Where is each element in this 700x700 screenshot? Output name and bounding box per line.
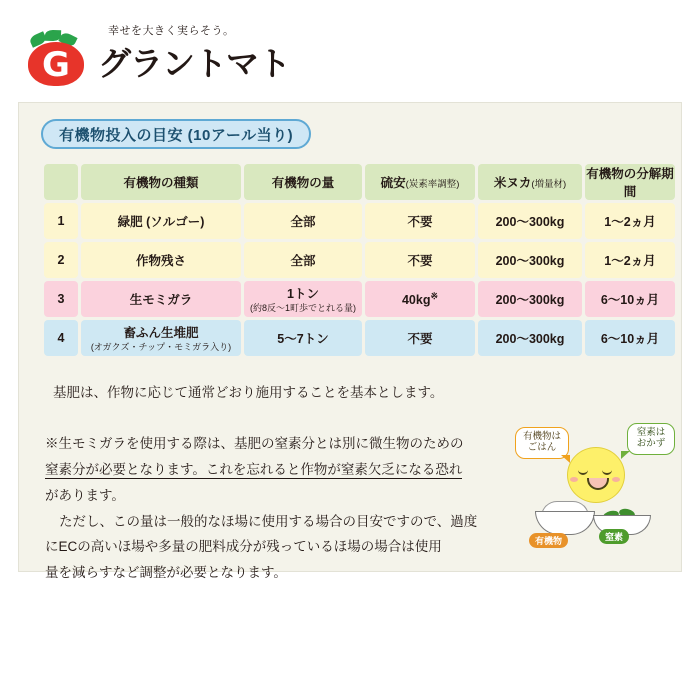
note-asterisk-text-1: ※生モミガラを使用する際は、基肥の窒素分とは別に微生物のための (45, 436, 464, 451)
section-title: 有機物投入の目安 (10アール当り) (59, 126, 294, 144)
speech-bubble-nitrogen (627, 423, 675, 455)
bubble-nitrogen-line-1: 窒素は (636, 427, 666, 438)
row-kind: 緑肥 (ソルゴー) (81, 203, 241, 239)
tomato-shape (28, 42, 84, 86)
table-row (44, 242, 675, 278)
row-amount: 全部 (244, 203, 362, 239)
brand-tagline: 幸せを大きく実らそう。 (108, 25, 235, 37)
note-basic: 基肥は、作物に応じて通常どおり施用することを基本とします。 (53, 385, 444, 400)
guideline-table-wrapper (41, 161, 674, 359)
brand-header (22, 20, 352, 86)
bubble-tail-icon (621, 451, 630, 459)
cheek-icon (612, 477, 620, 482)
col-header-amount: 有機物の量 (244, 164, 362, 200)
row-nuka: 200〜300kg (478, 203, 582, 239)
eye-icon (602, 468, 612, 475)
illustration (515, 421, 675, 551)
logo-letter: G (42, 45, 70, 85)
row-ryuan: 不要 (365, 203, 475, 239)
row-nuka: 200〜300kg (478, 242, 582, 278)
row-kind-sub: (オガクズ・チップ・モミガラ入り) (90, 342, 232, 353)
col-header-nuka-label: 米ヌカ (493, 176, 532, 190)
bubble-organic-line-1: 有機物は (522, 431, 561, 442)
guideline-table (41, 161, 678, 359)
smiling-face-icon (567, 447, 625, 503)
row-kind (81, 320, 241, 356)
note-block (45, 433, 515, 588)
row-ryuan: 不要 (365, 242, 475, 278)
col-header-no (44, 164, 78, 200)
tomato-logo-icon (22, 32, 94, 84)
label-nitrogen: 窒素 (599, 529, 629, 544)
row-term: 1〜2ヵ月 (585, 203, 675, 239)
col-header-ryuan (365, 164, 475, 200)
row-ryuan-asterisk: ※ (430, 290, 439, 301)
row-term: 6〜10ヵ月 (585, 281, 675, 317)
row-kind: 作物残さ (81, 242, 241, 278)
note-para2-line-1: ただし、この量は一般的なほ場に使用する場合の目安ですので、過度 (59, 513, 478, 529)
row-amount: 全部 (244, 242, 362, 278)
mouth-icon (587, 478, 609, 490)
row-kind: 生モミガラ (81, 281, 241, 317)
row-amount-main: 1トン (287, 287, 319, 302)
content-panel (18, 102, 682, 581)
note-asterisk-line-1 (45, 433, 515, 455)
row-ryuan (365, 281, 475, 317)
row-ryuan: 不要 (365, 320, 475, 356)
bowl-shape (535, 511, 595, 535)
bubble-nitrogen-line-2: おかず (636, 438, 666, 450)
row-nuka: 200〜300kg (478, 281, 582, 317)
table-row (44, 203, 675, 239)
row-amount: 5〜7トン (244, 320, 362, 356)
row-nuka: 200〜300kg (478, 320, 582, 356)
row-term: 1〜2ヵ月 (585, 242, 675, 278)
row-number: 4 (44, 320, 78, 356)
row-number: 1 (44, 203, 78, 239)
note-asterisk-text-2: 窒素分が必要となります。これを忘れると作物が窒素欠乏になる恐れ (45, 461, 463, 477)
table-body (44, 203, 675, 356)
row-amount-sub: (約8反〜1町歩でとれる量) (249, 303, 356, 314)
row-amount (244, 281, 362, 317)
note-para2-line-2: にECの高いほ場や多量の肥料成分が残っているほ場の場合は使用 (45, 539, 442, 555)
col-header-ryuan-sub: (炭素率調整) (405, 179, 460, 190)
note-para2-line-3: 量を減らすなど調整が必要となります。 (45, 565, 287, 581)
row-number: 3 (44, 281, 78, 317)
row-kind-main: 畜ふん生堆肥 (123, 326, 199, 341)
label-organic: 有機物 (529, 533, 568, 548)
col-header-nuka (478, 164, 582, 200)
bubble-organic-line-2: ごはん (527, 442, 557, 454)
col-header-term: 有機物の分解期間 (585, 164, 675, 200)
eye-icon (578, 468, 588, 475)
table-row (44, 281, 675, 317)
brand-name: グラントマト (98, 44, 290, 83)
note-asterisk-line-3: があります。 (45, 487, 125, 503)
table-header (44, 164, 675, 200)
note-asterisk-line-2 (45, 459, 515, 481)
col-header-nuka-sub: (増量材) (531, 179, 567, 190)
row-ryuan-main: 40kg (401, 293, 431, 308)
row-number: 2 (44, 242, 78, 278)
col-header-kind: 有機物の種類 (81, 164, 241, 200)
rice-bowl-icon (535, 499, 593, 533)
section-title-pill (41, 119, 311, 149)
table-row (44, 320, 675, 356)
row-term: 6〜10ヵ月 (585, 320, 675, 356)
col-header-ryuan-label: 硫安 (380, 176, 406, 190)
table-header-row (44, 164, 675, 200)
bubble-tail-icon (561, 455, 570, 463)
cheek-icon (570, 477, 578, 482)
